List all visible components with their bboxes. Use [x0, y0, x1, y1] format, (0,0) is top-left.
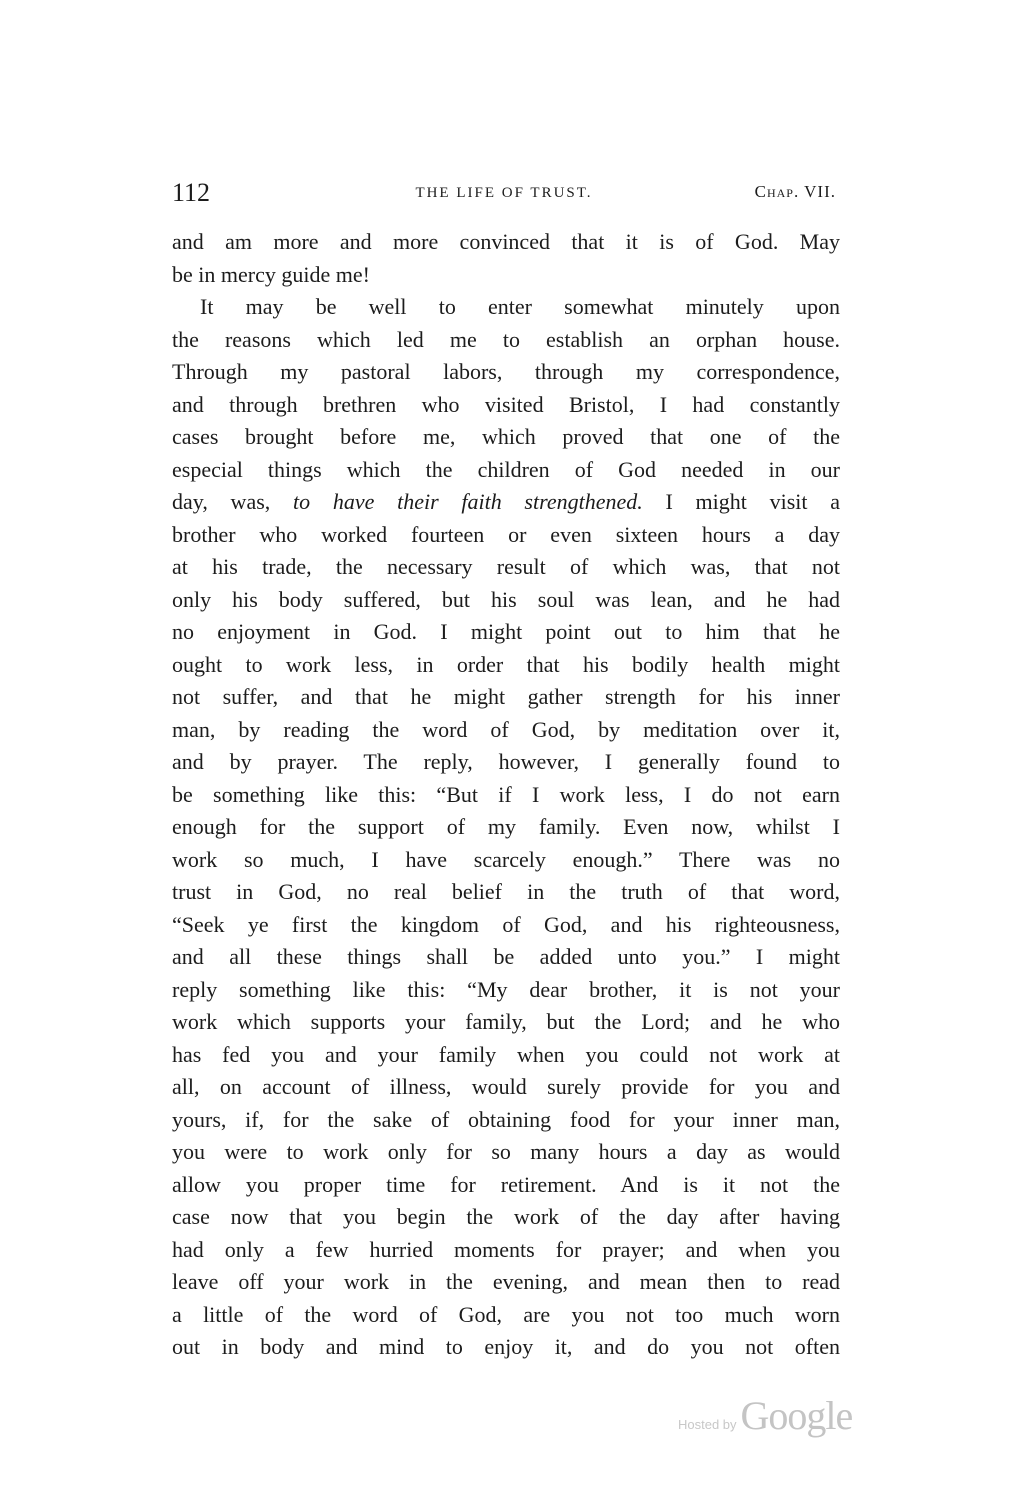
text-line: and through brethren who visited Bristol, I had constantly — [172, 391, 840, 417]
text-line: no enjoyment in God. I might point out to him that he — [172, 619, 840, 644]
text-line: leave off your work in the evening, and mean then to read — [172, 1269, 840, 1294]
page-number: 112 — [172, 178, 211, 207]
text-line: case now that you begin the work of the day after having — [172, 1204, 840, 1229]
text-line: brother who worked fourteen or even sixteen hours a day — [172, 521, 840, 547]
text-line-emphasis — [172, 486, 840, 519]
text-line: yours, if, for the sake of obtaining food for your inner man, — [172, 1106, 840, 1132]
hosted-by-label: Hosted by — [678, 1417, 737, 1432]
text-line: man, by reading the word of God, by meditation over it, — [172, 716, 840, 742]
text-line: and am more and more convinced that it is of God. May — [172, 229, 840, 254]
text-line: cases brought before me, which proved that one of the — [172, 424, 840, 449]
text-line: work which supports your family, but the Lord; and he who — [172, 1009, 840, 1034]
text-line: work so much, I have scarcely enough.” There was no — [172, 846, 840, 872]
text-line: the reasons which led me to establish an orphan house. — [172, 326, 840, 352]
text-line: out in body and mind to enjoy it, and do you not often — [172, 1334, 840, 1359]
text-segment: I might visit a — [642, 489, 840, 514]
text-line: be in mercy guide me! — [172, 261, 370, 287]
text-line: has fed you and your family when you could not work at — [172, 1041, 840, 1067]
text-line: Through my pastoral labors, through my correspondence, — [172, 359, 840, 384]
text-line: “Seek ye first the kingdom of God, and his righteousness, — [172, 911, 840, 937]
text-line: It may be well to enter somewhat minutely upon — [200, 294, 840, 319]
text-line: and by prayer. The reply, however, I generally found to — [172, 749, 840, 774]
text-line: only his body suffered, but his soul was lean, and he had — [172, 586, 840, 612]
text-line: a little of the word of God, are you not too much worn — [172, 1301, 840, 1327]
text-line: and all these things shall be added unto you.” I might — [172, 944, 840, 969]
text-line: especial things which the children of God needed in our — [172, 456, 840, 482]
text-line: reply something like this: “My dear brother, it is not your — [172, 976, 840, 1002]
text-line: you were to work only for so many hours a day as would — [172, 1139, 840, 1164]
text-line: had only a few hurried moments for prayer; and when you — [172, 1236, 840, 1262]
google-watermark — [678, 1392, 888, 1442]
body-text — [172, 226, 840, 1364]
chapter-label: Chap. VII. — [754, 182, 836, 201]
text-line: at his trade, the necessary result of which was, that not — [172, 554, 840, 579]
text-line: allow you proper time for retirement. And is it not the — [172, 1171, 840, 1197]
text-line: not suffer, and that he might gather strength for his inner — [172, 684, 840, 709]
emphasized-phrase: to have their faith strengthened. — [293, 489, 643, 514]
text-line: enough for the support of my family. Even now, whilst I — [172, 814, 840, 839]
text-line: ought to work less, in order that his bodily health might — [172, 651, 840, 677]
text-line: be something like this: “But if I work less, I do not earn — [172, 781, 840, 807]
google-logo: Google — [740, 1393, 853, 1438]
text-line: all, on account of illness, would surely provide for you and — [172, 1074, 840, 1099]
text-line: trust in God, no real belief in the truth of that word, — [172, 879, 840, 904]
text-segment: day, was, — [172, 489, 293, 514]
running-title: THE LIFE OF TRUST. — [415, 185, 593, 201]
running-head — [172, 176, 836, 210]
